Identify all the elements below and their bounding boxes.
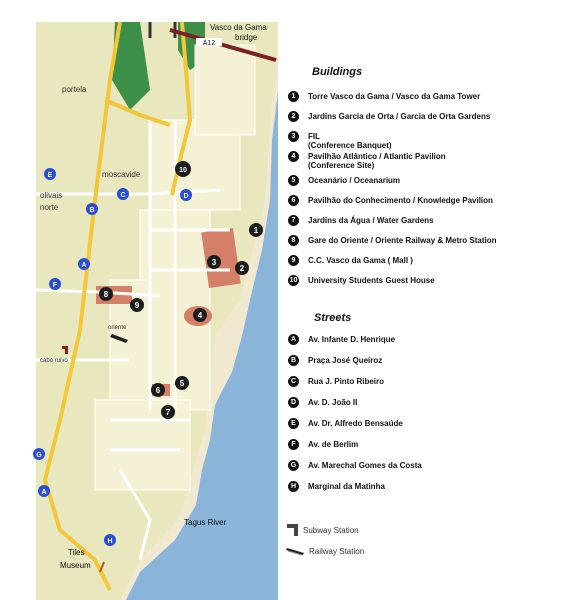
buildings-label: Jardins da Água / Water Gardens bbox=[308, 216, 434, 225]
buildings-label: C.C. Vasco da Gama ( Mall ) bbox=[308, 256, 413, 265]
buildings-label: Pavilhão do Conhecimento / Knowledge Pavilion bbox=[308, 196, 493, 205]
streets-label: Marginal da Matinha bbox=[308, 482, 385, 491]
svg-text:8: 8 bbox=[103, 290, 109, 299]
streets-item-c bbox=[288, 377, 384, 387]
street-marker-c[interactable] bbox=[117, 188, 129, 200]
building-marker-8[interactable] bbox=[99, 287, 113, 301]
streets-marker-bullet: E bbox=[288, 418, 299, 429]
svg-text:7: 7 bbox=[165, 408, 171, 417]
bridge-label-1: Vasco da Gama bbox=[210, 23, 267, 32]
streets-item-f bbox=[288, 440, 358, 450]
svg-text:F: F bbox=[52, 282, 58, 289]
subway-legend bbox=[286, 523, 359, 537]
label-olivais: olivais bbox=[40, 191, 63, 200]
buildings-marker-bullet: 2 bbox=[288, 111, 299, 122]
streets-item-d bbox=[288, 398, 357, 408]
buildings-item-8 bbox=[288, 236, 496, 246]
streets-item-g bbox=[288, 461, 422, 471]
buildings-item-10 bbox=[288, 276, 435, 286]
buildings-marker-bullet: 5 bbox=[288, 175, 299, 186]
streets-marker-bullet: F bbox=[288, 439, 299, 450]
label-museum: Museum bbox=[60, 561, 91, 570]
buildings-label: Torre Vasco da Gama / Vasco da Gama Tower bbox=[308, 92, 481, 101]
building-marker-2[interactable] bbox=[235, 261, 249, 275]
label-norte: norte bbox=[40, 203, 59, 212]
streets-item-a bbox=[288, 335, 395, 345]
buildings-marker-bullet: 10 bbox=[289, 277, 298, 284]
svg-text:C: C bbox=[120, 192, 126, 199]
buildings-item-2 bbox=[288, 112, 490, 122]
street-marker-b[interactable] bbox=[86, 203, 98, 215]
buildings-label: Pavilhão Atlântico / Atlantic Pavilion (Conference Site) bbox=[308, 152, 446, 170]
bridge-label-2: bridge bbox=[235, 33, 258, 42]
building-marker-3[interactable] bbox=[207, 255, 221, 269]
buildings-item-7 bbox=[288, 216, 434, 226]
streets-item-e bbox=[288, 419, 403, 429]
svg-text:1: 1 bbox=[253, 226, 259, 235]
buildings-item-9 bbox=[288, 256, 413, 266]
svg-text:4: 4 bbox=[197, 311, 203, 320]
streets-label: Av. Dr. Alfredo Bensaúde bbox=[308, 419, 403, 428]
streets-marker-bullet: G bbox=[288, 460, 299, 471]
building-marker-7[interactable] bbox=[161, 405, 175, 419]
railway-station-label: Railway Station bbox=[309, 546, 365, 556]
street-marker-a-1[interactable] bbox=[78, 258, 90, 270]
street-marker-e[interactable] bbox=[44, 168, 56, 180]
streets-label: Av. D. João II bbox=[308, 398, 358, 407]
buildings-label: Jardins Garcia de Orta / Garcia de Orta Gardens bbox=[308, 112, 491, 121]
buildings-marker-bullet: 4 bbox=[288, 151, 299, 162]
streets-title: Streets bbox=[314, 312, 352, 324]
buildings-marker-bullet: 6 bbox=[288, 195, 299, 206]
street-marker-g[interactable] bbox=[33, 448, 45, 460]
building-marker-5[interactable] bbox=[175, 376, 189, 390]
buildings-item-1 bbox=[288, 92, 480, 102]
street-marker-a-2[interactable] bbox=[38, 485, 50, 497]
streets-label: Praça José Queiroz bbox=[308, 356, 383, 365]
svg-text:H: H bbox=[107, 538, 113, 545]
svg-text:A: A bbox=[81, 262, 87, 269]
label-tagus-river: Tagus River bbox=[184, 518, 227, 527]
buildings-marker-bullet: 9 bbox=[288, 255, 299, 266]
street-marker-d[interactable] bbox=[180, 189, 192, 201]
building-marker-1[interactable] bbox=[249, 223, 263, 237]
building-marker-10[interactable] bbox=[175, 161, 191, 177]
buildings-item-6 bbox=[288, 196, 493, 206]
svg-text:3: 3 bbox=[211, 258, 217, 267]
street-marker-f[interactable] bbox=[49, 278, 61, 290]
buildings-marker-bullet: 1 bbox=[288, 91, 299, 102]
streets-marker-bullet: A bbox=[288, 334, 299, 345]
streets-marker-bullet: C bbox=[288, 376, 299, 387]
buildings-label: FIL (Conference Banquet) bbox=[308, 132, 392, 150]
label-portela: portela bbox=[62, 85, 87, 94]
buildings-item-3 bbox=[288, 132, 392, 150]
buildings-item-5 bbox=[288, 176, 400, 186]
label-cabo-ruivo: cabo ruivo bbox=[40, 358, 68, 364]
buildings-title: Buildings bbox=[312, 66, 363, 78]
streets-marker-bullet: B bbox=[288, 355, 299, 366]
svg-text:9: 9 bbox=[134, 301, 140, 310]
streets-label: Av. Infante D. Henrique bbox=[308, 335, 396, 344]
svg-text:5: 5 bbox=[179, 379, 185, 388]
building-marker-4[interactable] bbox=[193, 308, 207, 322]
label-moscavide: moscavide bbox=[102, 170, 141, 179]
buildings-marker-bullet: 8 bbox=[288, 235, 299, 246]
streets-item-h bbox=[288, 482, 385, 492]
svg-text:D: D bbox=[183, 193, 189, 200]
svg-text:2: 2 bbox=[239, 264, 245, 273]
svg-text:10: 10 bbox=[179, 167, 187, 174]
streets-label: Av. Marechal Gomes da Costa bbox=[308, 461, 422, 470]
svg-text:6: 6 bbox=[155, 386, 161, 395]
streets-marker-bullet: D bbox=[288, 397, 299, 408]
a12-label: A12 bbox=[202, 40, 216, 47]
building-marker-6[interactable] bbox=[151, 383, 165, 397]
buildings-label: Oceanário / Oceanarium bbox=[308, 176, 401, 185]
subway-station-label: Subway Station bbox=[303, 525, 359, 535]
railway-station-icon bbox=[286, 545, 306, 557]
svg-text:G: G bbox=[36, 452, 42, 459]
streets-item-b bbox=[288, 356, 382, 366]
svg-text:E: E bbox=[47, 172, 53, 179]
svg-text:B: B bbox=[89, 207, 95, 214]
svg-text:A: A bbox=[41, 489, 47, 496]
label-oriente: oriente bbox=[108, 325, 127, 331]
street-marker-h[interactable] bbox=[104, 534, 116, 546]
streets-marker-bullet: H bbox=[288, 481, 299, 492]
streets-label: Av. de Berlim bbox=[308, 440, 359, 449]
subway-station-icon bbox=[286, 523, 300, 537]
buildings-label: University Students Guest House bbox=[308, 276, 435, 285]
buildings-item-4 bbox=[288, 152, 446, 170]
buildings-marker-bullet: 3 bbox=[288, 131, 299, 142]
legend-panel bbox=[286, 0, 570, 600]
streets-label: Rua J. Pinto Ribeiro bbox=[308, 377, 385, 386]
label-tiles: Tiles bbox=[68, 548, 85, 557]
building-marker-9[interactable] bbox=[130, 298, 144, 312]
railway-legend bbox=[286, 545, 364, 557]
buildings-label: Gare do Oriente / Oriente Railway & Metro Station bbox=[308, 236, 497, 245]
buildings-marker-bullet: 7 bbox=[288, 215, 299, 226]
